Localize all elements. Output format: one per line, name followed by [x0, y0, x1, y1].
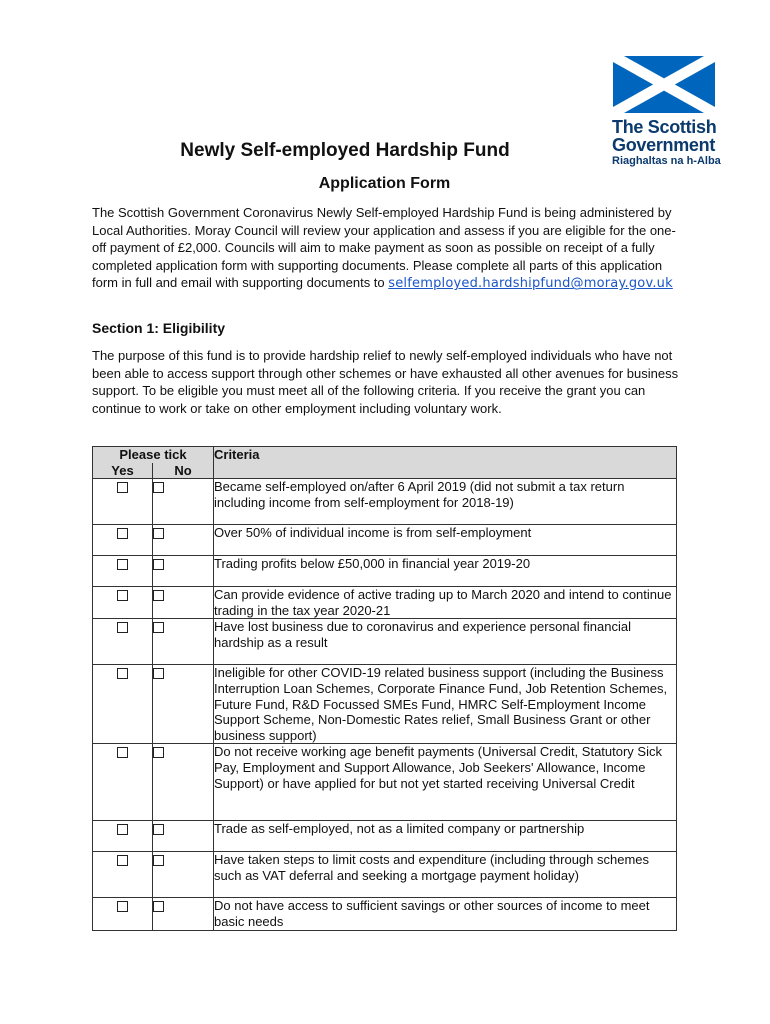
- table-row: [93, 898, 677, 930]
- logo-text-gaelic: Riaghaltas na h-Alba: [612, 155, 721, 167]
- table-row: [93, 852, 677, 898]
- table-row: [93, 525, 677, 556]
- no-checkbox[interactable]: [153, 747, 164, 758]
- no-checkbox[interactable]: [153, 590, 164, 601]
- intro-text: The Scottish Government Coronavirus Newly Self-employed Hardship Fund is being administered by Local Authorities. Moray Council will review your application and assess if you are eligible for the one-off payment of £2,000. Councils will aim to make payment as soon as possible on receipt of a fully completed application form with supporting documents. Please complete all parts of this application form in full and email with supporting documents to: [92, 205, 676, 291]
- criteria-text: Do not have access to sufficient savings or other sources of income to meet basic needs: [214, 898, 677, 930]
- criteria-text: Over 50% of individual income is from self-employment: [214, 525, 677, 556]
- intro-paragraph: [92, 204, 682, 293]
- yes-header: Yes: [93, 463, 153, 479]
- criteria-text: Trade as self-employed, not as a limited company or partnership: [214, 821, 677, 852]
- yes-checkbox[interactable]: [117, 590, 128, 601]
- no-checkbox[interactable]: [153, 824, 164, 835]
- yes-checkbox[interactable]: [117, 559, 128, 570]
- no-checkbox[interactable]: [153, 668, 164, 679]
- yes-checkbox[interactable]: [117, 622, 128, 633]
- table-row: [93, 744, 677, 821]
- table-row: [93, 479, 677, 525]
- no-checkbox[interactable]: [153, 622, 164, 633]
- criteria-text: Became self-employed on/after 6 April 2019 (did not submit a tax return including income from self-employment for 2018-19): [214, 479, 677, 525]
- criteria-header: Criteria: [214, 447, 677, 479]
- document-title: Newly Self-employed Hardship Fund: [180, 140, 510, 161]
- criteria-table: [92, 446, 677, 931]
- section-heading: Section 1: Eligibility: [92, 320, 226, 336]
- document-subtitle: Application Form: [318, 175, 451, 192]
- criteria-text: Have taken steps to limit costs and expenditure (including through schemes such as VAT deferral and seeking a mortgage payment holiday): [214, 852, 677, 898]
- no-checkbox[interactable]: [153, 528, 164, 539]
- please-tick-header: Please tick: [93, 447, 214, 463]
- no-checkbox[interactable]: [153, 855, 164, 866]
- table-row: [93, 821, 677, 852]
- table-row: [93, 665, 677, 744]
- criteria-text: Do not receive working age benefit payments (Universal Credit, Statutory Sick Pay, Employment and Support Allowance, Job Seekers' Allowance, Income Support) or have applied for but not yet started receiving Universal Credit: [214, 744, 677, 821]
- table-row: [93, 619, 677, 665]
- logo-text-line2: Government: [612, 135, 716, 155]
- yes-checkbox[interactable]: [117, 482, 128, 493]
- criteria-text: Trading profits below £50,000 in financial year 2019-20: [214, 556, 677, 587]
- criteria-text: Ineligible for other COVID-19 related business support (including the Business Interruption Loan Schemes, Corporate Finance Fund, Job Retention Schemes, Future Fund, R&D Focussed SMEs Fund, HMRC Self-Employment Income Support Scheme, Non-Domestic Rates relief, Small Business Grant or other business support): [214, 665, 677, 744]
- table-row: [93, 587, 677, 619]
- table-row: [93, 556, 677, 587]
- yes-checkbox[interactable]: [117, 824, 128, 835]
- logo-text-line1: The Scottish: [612, 117, 717, 137]
- email-link[interactable]: selfemployed.hardshipfund@moray.gov.uk: [388, 276, 673, 292]
- yes-checkbox[interactable]: [117, 901, 128, 912]
- yes-checkbox[interactable]: [117, 747, 128, 758]
- yes-checkbox[interactable]: [117, 528, 128, 539]
- yes-checkbox[interactable]: [117, 668, 128, 679]
- no-header: No: [153, 463, 214, 479]
- saltire-flag-icon: [613, 56, 715, 113]
- eligibility-paragraph: The purpose of this fund is to provide hardship relief to newly self-employed individuals who have not been able to access support through other schemes or have exhausted all other avenues for business support. To be eligible you must meet all of the following criteria. If you receive the grant you can continue to work or take on other employment including voluntary work.: [92, 348, 679, 416]
- no-checkbox[interactable]: [153, 559, 164, 570]
- criteria-text: Have lost business due to coronavirus and experience personal financial hardship as a result: [214, 619, 677, 665]
- criteria-text: Can provide evidence of active trading up to March 2020 and intend to continue trading in the tax year 2020-21: [214, 587, 677, 619]
- no-checkbox[interactable]: [153, 901, 164, 912]
- yes-checkbox[interactable]: [117, 855, 128, 866]
- no-checkbox[interactable]: [153, 482, 164, 493]
